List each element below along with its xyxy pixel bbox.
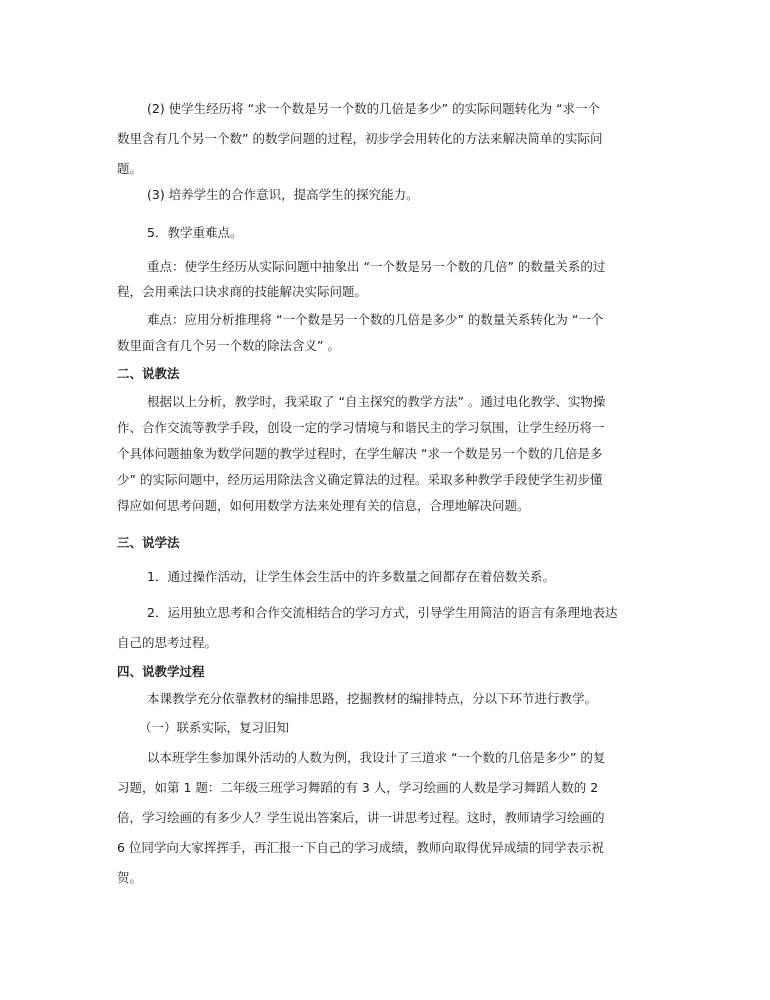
text-line: 1．通过操作活动，让学生体会生活中的许多数量之间都存在着倍数关系。 bbox=[147, 569, 555, 584]
text-line: 习题，如第 1 题：二年级三班学习舞蹈的有 3 人，学习绘画的人数是学习舞蹈人数的 2 bbox=[117, 780, 599, 795]
heading-teaching-method bbox=[117, 361, 657, 387]
heading-learning-method bbox=[117, 530, 657, 556]
text-line: 四、说教学过程 bbox=[117, 664, 205, 679]
text-line: （一）联系实际，复习旧知 bbox=[139, 720, 290, 735]
difficulty-paragraph bbox=[117, 307, 657, 359]
text-line: (3) 培养学生的合作意识，提高学生的探究能力。 bbox=[147, 187, 419, 202]
text-line: 二、说教法 bbox=[117, 366, 180, 381]
text-line: 6 位同学向大家挥挥手，再汇报一下自己的学习成绩，教师向取得优异成绩的同学表示祝 bbox=[117, 840, 604, 855]
goal-3-paragraph bbox=[117, 181, 657, 209]
text-line: 倍，学习绘画的有多少人？学生说出答案后，讲一讲思考过程。这时，教师请学习绘画的 bbox=[117, 810, 605, 825]
step-1-heading bbox=[117, 715, 657, 741]
text-line: 数里含有几个另一个数” 的数学问题的过程，初步学会用转化的方法来解决简单的实际问 bbox=[117, 131, 603, 146]
text-line: 三、说学法 bbox=[117, 535, 180, 550]
section-5-heading bbox=[117, 220, 657, 246]
learning-method-1 bbox=[117, 563, 657, 591]
text-line: 作、合作交流等教学手段，创设一定的学习情境与和谐民主的学习氛围，让学生经历将一 bbox=[117, 420, 605, 435]
text-line: 自己的思考过程。 bbox=[117, 635, 218, 650]
text-line: 难点：应用分析推理将 “一个数是另一个数的几倍是多少” 的数量关系转化为 “一个 bbox=[147, 312, 604, 327]
text-line: 少” 的实际问题中，经历运用除法含义确定算法的过程。采取多种教学手段使学生初步懂 bbox=[117, 472, 603, 487]
text-line: 5．教学重难点。 bbox=[147, 225, 243, 240]
text-line: 数里面含有几个另一个数的除法含义” 。 bbox=[117, 338, 340, 353]
teaching-method-paragraph bbox=[117, 389, 657, 519]
text-line: 本课教学充分依靠教材的编排思路，挖掘教材的编排特点，分以下环节进行教学。 bbox=[147, 691, 598, 706]
learning-method-2 bbox=[117, 598, 657, 658]
text-line: 根据以上分析，教学时，我采取了 “自主探究的教学方法” 。通过电化教学、实物操 bbox=[147, 394, 606, 409]
goal-2-paragraph bbox=[117, 94, 657, 184]
text-line: (2) 使学生经历将 “求一个数是另一个数的几倍是多少” 的实际问题转化为 “求一个 bbox=[147, 101, 601, 116]
text-line: 个具体问题抽象为数学问题的教学过程时，在学生解决 “求一个数是另一个数的几倍是多 bbox=[117, 446, 603, 461]
text-line: 程，会用乘法口诀求商的技能解决实际问题。 bbox=[117, 284, 368, 299]
text-line: 重点：使学生经历从实际问题中抽象出 “一个数是另一个数的几倍” 的数量关系的过 bbox=[147, 259, 606, 274]
key-point-paragraph bbox=[117, 254, 657, 304]
heading-teaching-process bbox=[117, 659, 657, 685]
process-intro bbox=[117, 686, 657, 712]
text-line: 题。 bbox=[117, 161, 143, 176]
text-line: 贺。 bbox=[117, 870, 143, 885]
step-1-paragraph bbox=[117, 743, 657, 893]
text-line: 2．运用独立思考和合作交流相结合的学习方式，引导学生用简洁的语言有条理地表达 bbox=[147, 605, 618, 620]
text-line: 得应如何思考问题，如何用数学方法来处理有关的信息，合理地解决问题。 bbox=[117, 498, 530, 513]
text-line: 以本班学生参加课外活动的人数为例，我设计了三道求 “一个数的几倍是多少” 的复 bbox=[147, 750, 606, 765]
